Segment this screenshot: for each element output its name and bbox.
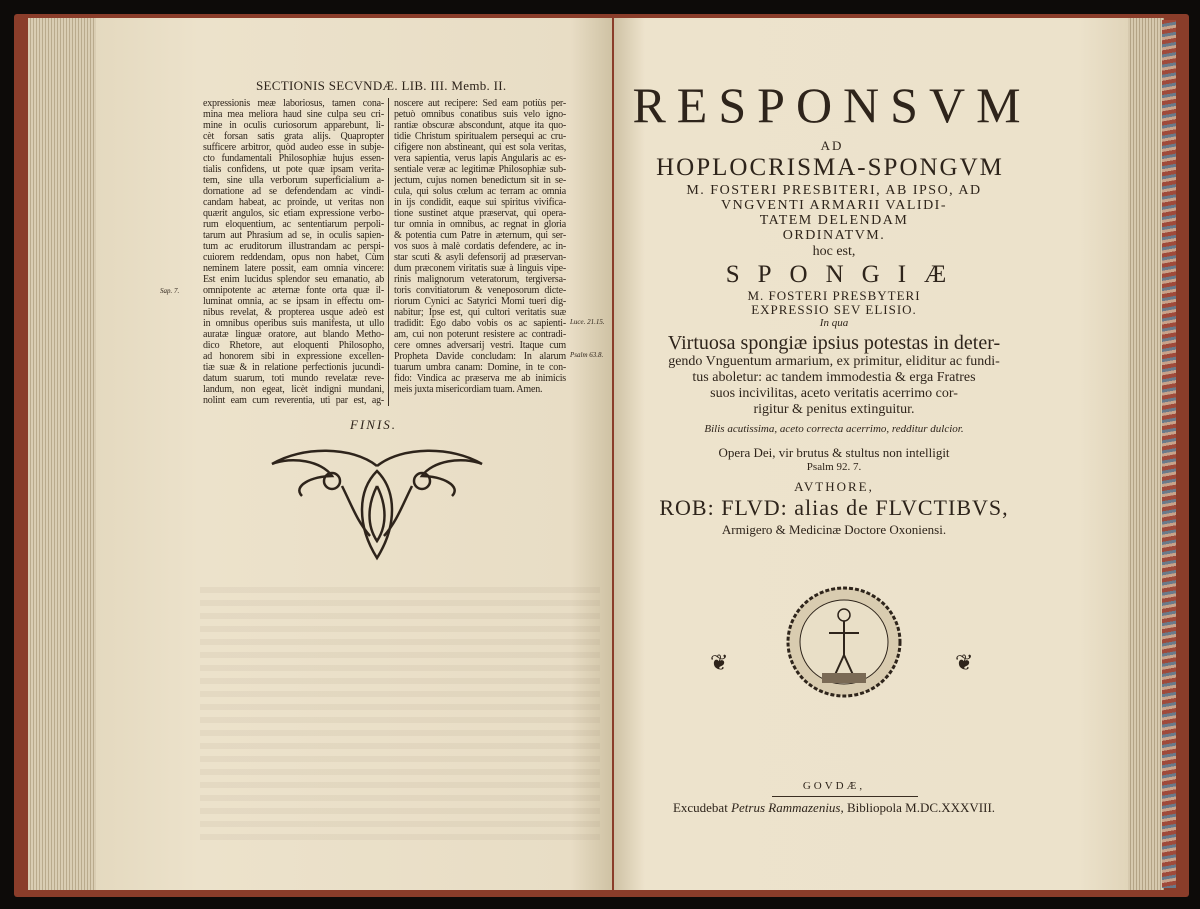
text-line: nolint eam cum reverentia, uti par est, ag- [203,395,384,406]
text-line: tidie Christum spiritualem persequi ac cru- [394,131,566,142]
text-line: Est enim lucidus splendor seu emanatio, ab [203,274,384,285]
text-line: tuarum umbra canam: Domine, in te con- [394,362,566,373]
text-line: gendo Vnguentum armarium, ex primitur, eliditur ac fundi- [668,354,1000,369]
text-line: Virtuosa spongiæ ipsius potestas in deter- [667,332,1001,354]
imprint-place: GOVDÆ, [802,780,866,792]
text-line: vera sapientia, verus lapis Angularis ac es- [394,153,566,164]
text-line: M. FOSTERI PRESBYTERI [747,288,921,303]
finis: FINIS. [350,417,398,432]
text-line: meis juxta misericordiam tuam. Amen. [394,384,543,395]
printer-device-emblem [784,585,904,699]
text-line: tione sustinet atque præservat, qui opera- [394,208,566,219]
text-line: datum suarum, toti mundo revelatæ reve- [203,373,384,384]
imprint-pre: Excudebat [672,800,732,815]
ornament-tailpiece [262,446,492,564]
text-line: tur omnia in omnibus, ac regnat in gloria [394,219,566,230]
subtitle: HOPLOCRISMA-SPONGVM [656,154,1004,181]
text-line: cula, qui solus cœlum ac terram ac omnia [394,186,566,197]
text-line: M. FOSTERI PRESBITERI, AB IPSO, AD [686,183,982,198]
text-line: tialis confidens, ut pote quæ ipsam verita- [203,164,384,175]
text-line: tum ac eruditorum illustrandam ac perspi- [203,241,384,252]
text-line: & potentia cum Patre in æternum, qui ser- [394,230,566,241]
text-line: am, cui non poterunt resistere ac contradi- [394,329,566,340]
text-line: rinis malignorum veteratorum, tergiversa- [394,274,566,285]
text-line: star scuti & asyli defensorij ad præservan- [394,252,566,263]
page-edges-right [1128,18,1164,890]
text-line: Propheta Davide concludam: In alarum [394,351,566,362]
text-line: cèt forsan satis grata alijs. Quapropter [203,131,384,142]
text-line: omnipotente ac æternæ fonte orta quæ il- [203,285,384,296]
text-line: suos incivilitas, aceto veritatis acerrimo cor- [710,386,958,401]
page-edges-left [28,18,98,890]
text-line: neminem latere possit, eam omnia vincere: [203,263,384,274]
text-line: sentiale veræ ac legitimæ Philosophiæ sub- [394,164,566,175]
text-line: ad honorem sibi in expressione excellen- [203,351,384,362]
text-line: rum eloquentium, ac sententiarum perpoli- [203,219,384,230]
text-line: TATEM DELENDAM [759,213,909,228]
printer-name: Petrus Rammazenius, [731,800,844,815]
fleuron-icon: ❦ [710,650,729,675]
text-line: rigitur & penitus extinguitur. [753,402,915,417]
author-name: ROB: FLVD: alias de FLVCTIBVS, [659,495,1009,520]
title-responsvm: RESPONSVM [632,77,1032,133]
title-ad: AD [820,138,844,153]
margin-note: Luce. 21.15. [570,318,605,326]
running-head: SECTIONIS SECVNDÆ. LIB. III. Memb. II. [256,78,507,93]
text-line: sufficere arbitror, quòd audeo esse in subje- [203,142,384,153]
text-line: VNGVENTI ARMARII VALIDI- [720,198,948,213]
in-qua: In qua [819,317,849,329]
text-line: tus aboletur: ac tandem immodestia & erga Fratres [692,370,976,385]
hoc-est: hoc est, [812,244,856,259]
text-line: candam habeat, ac proinde, ut veritas non [203,197,384,208]
text-line: cifigere non abstineant, qui est sola veritas, [394,142,566,153]
marbled-edge [1162,20,1176,888]
text-line: vos suos à malè cordatis defendere, ac in- [394,241,566,252]
text-line: nibus revelat, & propterea usque adeò est [203,307,384,318]
body-text [614,332,1054,418]
spongiae-lines [614,289,1054,317]
text-line: tem, sine ulla verborum superficialium a- [203,175,384,186]
text-line: in omnibus operibus suis manifesta, ut ullo [203,318,384,329]
text-line: cuiorem reddendam, opus non habet, Cùm [203,252,384,263]
text-line: luminat omnia, ac se ipsam in effectu om- [203,296,384,307]
text-line: noscere aut recipere: Sed eam potiùs per- [394,98,566,109]
column-rule [388,98,389,406]
title-spongiae: SPONGIÆ [725,261,965,288]
text-line: toris convitiatorum & veneposorum dicte- [394,285,566,296]
motto: Bilis acutissima, aceto correcta acerrimo, redditur dulcior. [704,423,964,435]
text-line: tarum aut Phrasium ad se, in oculis sapien- [203,230,384,241]
bleed-through-text [200,580,600,840]
text-line: petuò omnibus conatibus suis velo igno- [394,109,566,120]
imprint-date: Bibliopola M.DC.XXXVIII. [843,800,996,815]
text-line: dico Rhetore, aut eloquenti Philosopho, [203,340,384,351]
text-line: jectum, cujus nomen benedictum sit in se- [394,175,566,186]
text-line: in ijs condidit, eaque sui spiritus vivifica- [394,197,566,208]
quote-ref: Psalm 92. 7. [806,461,862,473]
text-line: dum præconem viritatis suæ à linguis vipe- [394,263,566,274]
text-line: tradidit: Ego dabo vobis os ac sapienti- [394,318,566,329]
text-line: mina mea meliora haud sine culpa seu cri- [203,109,384,120]
margin-note: Psalm 63.8. [570,351,604,359]
text-line: ORDINATVM. [782,228,886,243]
text-line: EXPRESSIO SEV ELISIO. [751,302,917,317]
text-line: cere omnes adversarij vestri. Itaque cum [394,340,566,351]
text-line: landum, non egeat, licèt indigni mundani, [203,384,384,395]
text-line: mine in oculis curiosorum apparebunt, li- [203,120,384,131]
text-line: riorum Cynici ac Satyrici Momi tueri dig- [394,296,566,307]
imprint-rule [772,796,918,797]
text-line: fido: Vindica ac præserva me ab inimicis [394,373,566,384]
text-line: nabitur; Ipse est, qui cultori veritatis suæ [394,307,566,318]
fleuron-icon: ❦ [955,650,974,675]
text-line: expressionis meæ laboriosus, tamen cona- [203,98,384,109]
text-line: quærit angulos, sic etiam expressione verbo- [203,208,384,219]
margin-note: Sap. 7. [160,287,180,295]
subtitle-lines [614,183,1054,243]
text-line: auratæ linguæ oratore, aut blando Metho- [203,329,384,340]
text-line: dornatione ad se defendendam ac vindi- [203,186,384,197]
author-title: Armigero & Medicinæ Doctore Oxoniensi. [721,522,947,537]
text-column-1 [203,98,384,406]
authore: AVTHORE, [794,479,874,494]
text-column-2 [394,98,566,395]
text-line: tiæ suæ & in relatione perfectionis jucundi- [203,362,384,373]
quote: Opera Dei, vir brutus & stultus non intelligit [718,445,950,460]
imprint [614,801,1054,814]
text-line: cto fundamentali Philosophiæ hujus essen- [203,153,384,164]
text-line: rantiæ obscuræ abscondunt, atque ita quo- [394,120,566,131]
